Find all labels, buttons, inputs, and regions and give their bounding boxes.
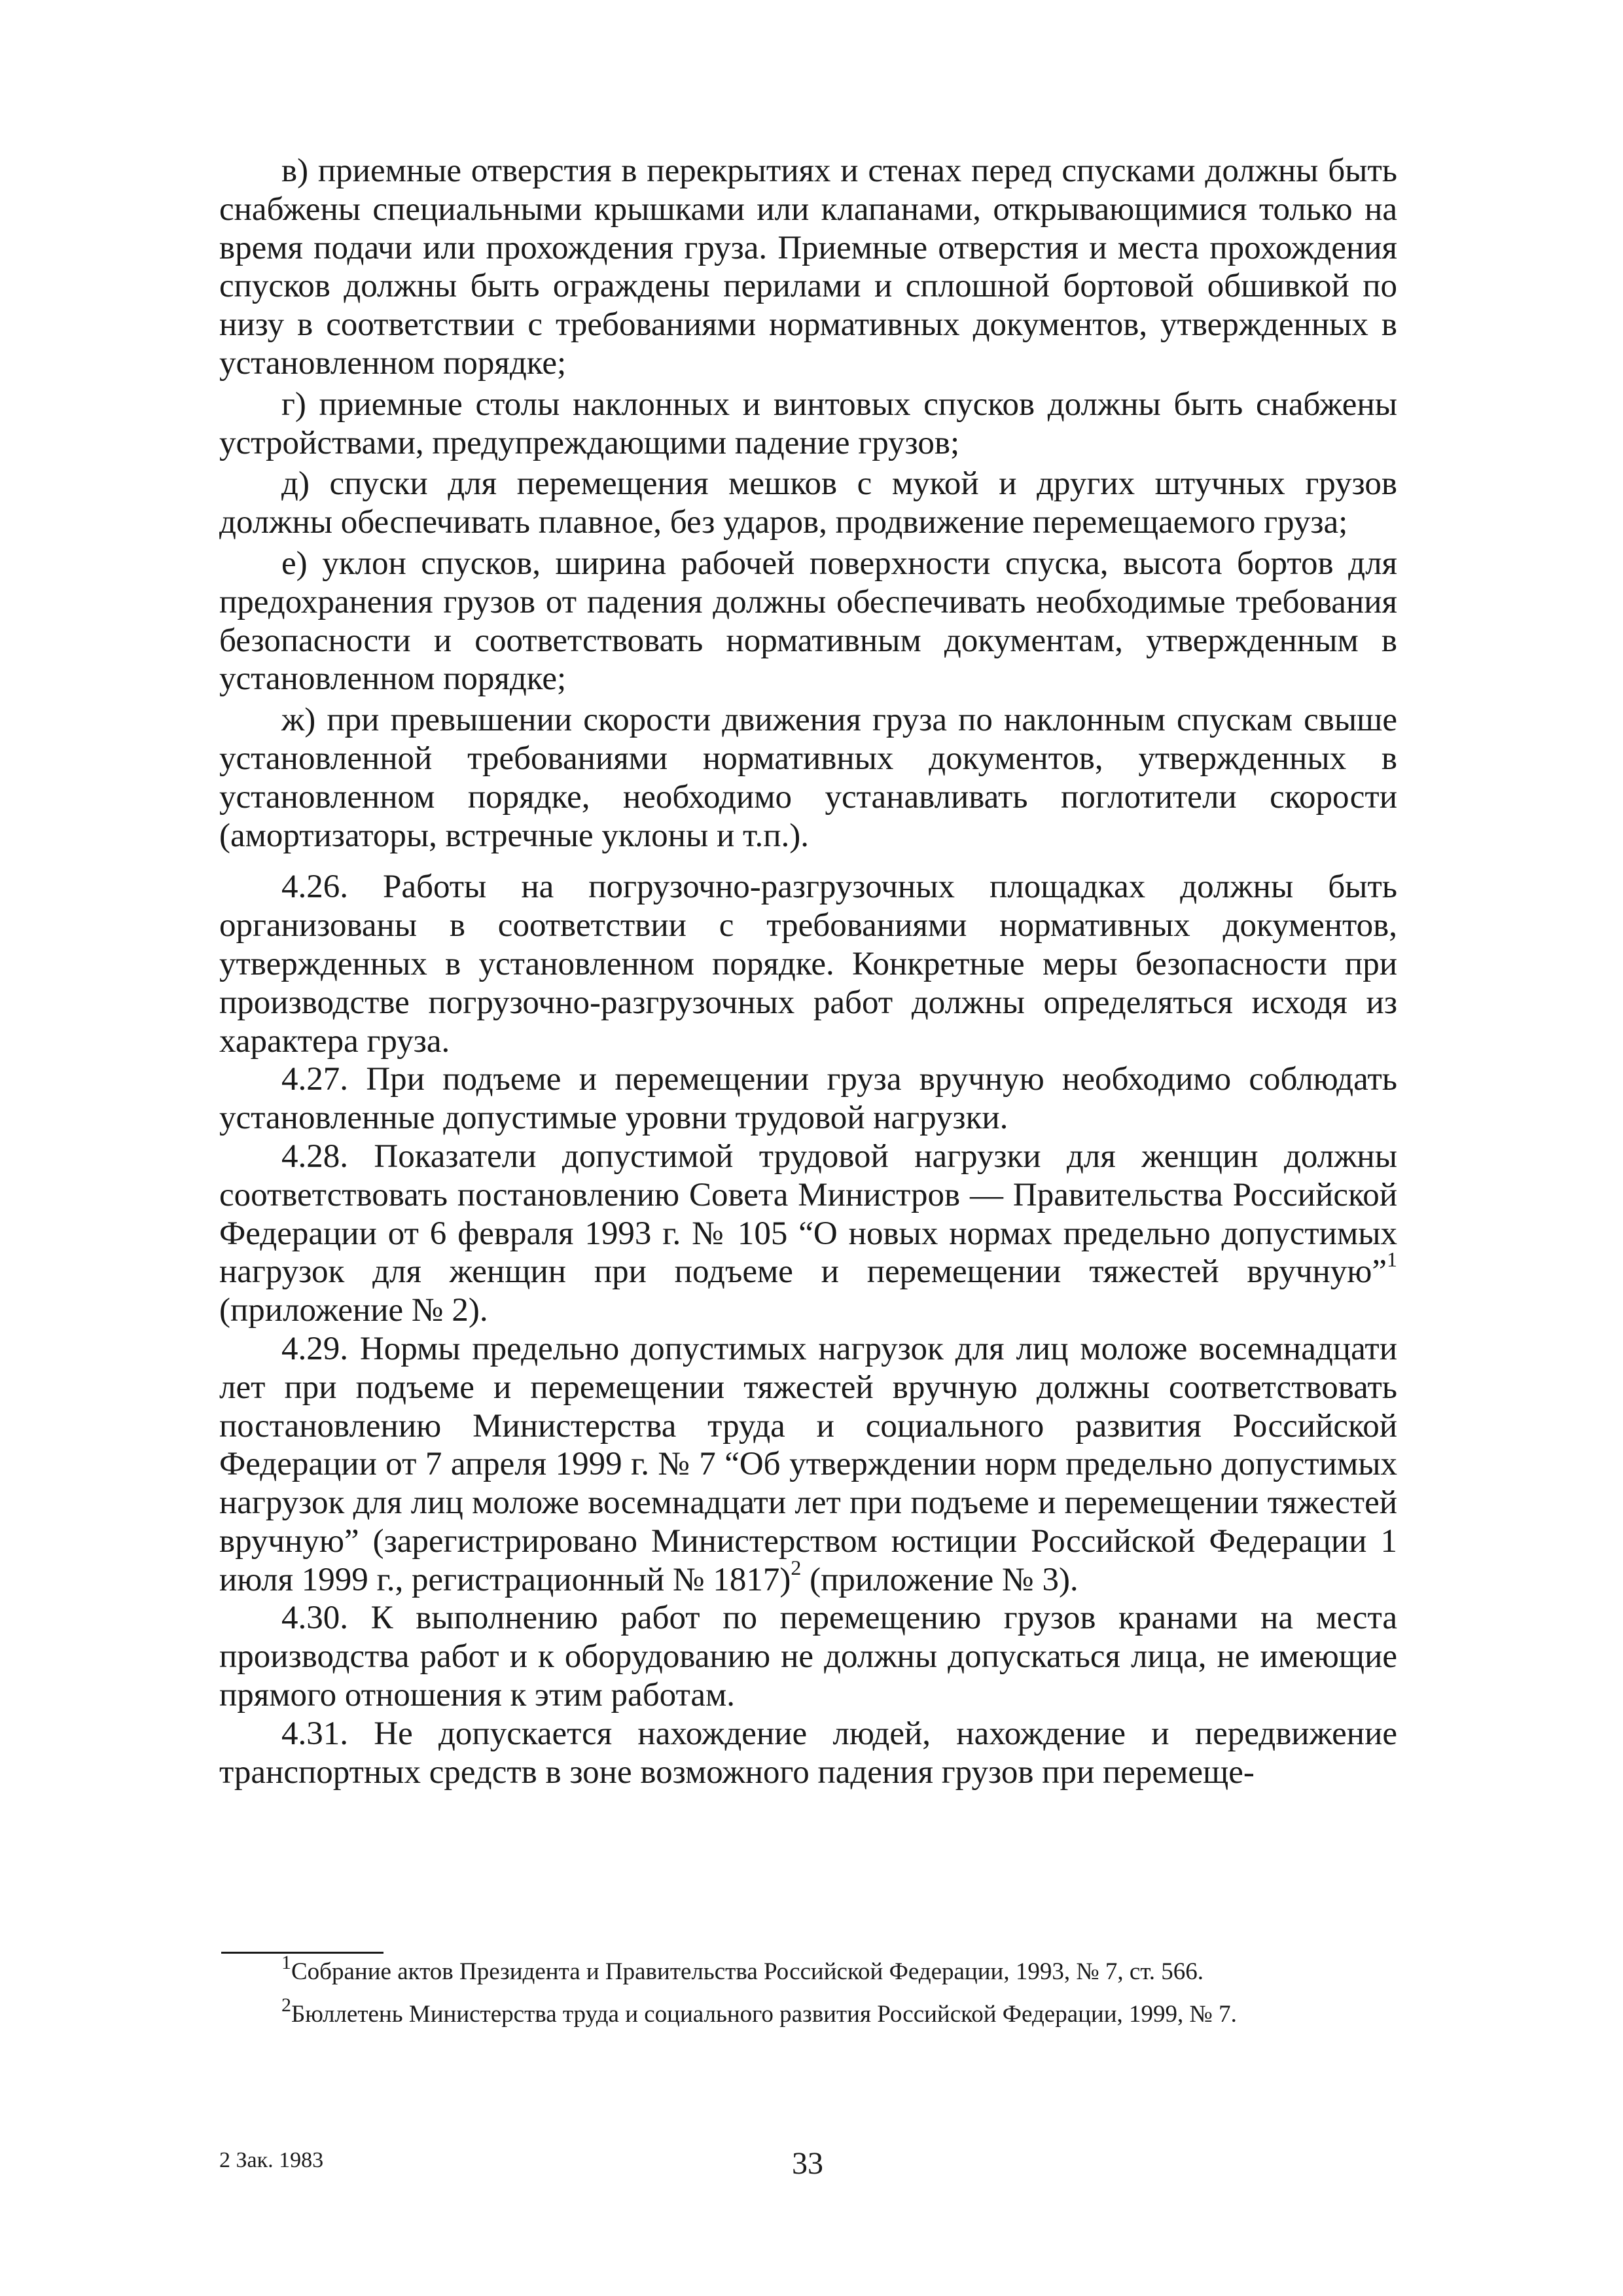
paragraph-4-28 — [219, 1138, 1397, 1330]
page-number: 33 — [792, 2146, 823, 2181]
paragraph-item-d: д) спуски для перемещения мешков с мукой и других штучных грузов должны обеспечивать плавное, без ударов, продвижение перемещаемого груза; — [219, 465, 1397, 541]
paragraph-4-27: 4.27. При подъеме и перемещении груза вручную необходимо соблюдать установленные допустимые уровни трудовой нагрузки. — [219, 1061, 1397, 1137]
paragraph-4-28-text: 4.28. Показатели допустимой трудовой нагрузки для женщин должны соответствовать постановлению Совета Министров — Правительства Российской Федерации от 6 февраля 1993 г. № 105 “О новых нормах предельно допустимых нагрузок для женщин при подъеме и перемещении тяжестей вручную” — [219, 1138, 1397, 1291]
paragraph-item-v: в) приемные отверстия в перекрытиях и стенах перед спусками должны быть снабжены специальными крышками или клапанами, открывающимися только на время подачи или прохождения груза. Приемные отверстия и места прохождения спусков должны быть ограждены перилами и сплошной бортовой обшивкой по низу в соответствии с требованиями нормативных документов, утвержденных в установленном порядке; — [219, 152, 1397, 382]
order-code: 2 Зак. 1983 — [219, 2148, 324, 2172]
footnote-text: Собрание актов Президента и Правительства Российской Федерации, 1993, № 7, ст. 566. — [291, 1958, 1204, 1985]
paragraph-4-29-text: 4.29. Нормы предельно допустимых нагрузок для лиц моложе восемнадцати лет при подъеме и перемещении тяжестей вручную должны соответствовать постановлению Министерства труда и социального развития Российской Федерации от 7 апреля 1999 г. № 7 “Об утверждении норм предельно допустимых нагрузок для лиц моложе восемнадцати лет при подъеме и перемещении тяжестей вручную” (зарегистрировано Министерством юстиции Российской Федерации 1 июля 1999 г., регистрационный № 1817) — [219, 1330, 1397, 1598]
footnote-mark: 1 — [281, 1952, 291, 1973]
footnote-text: Бюллетень Министерства труда и социального развития Российской Федерации, 1999, № 7. — [291, 2001, 1237, 2028]
paragraph-4-30: 4.30. К выполнению работ по перемещению грузов кранами на места производства работ и к оборудованию не должны допускаться лица, не имеющие прямого отношения к этим работам. — [219, 1600, 1397, 1714]
footnote-divider — [221, 1952, 383, 1954]
paragraph-4-29 — [219, 1330, 1397, 1600]
footnote-ref-2: 2 — [791, 1555, 802, 1579]
paragraph-4-29-tail: (приложение № 3). — [801, 1561, 1079, 1598]
paragraph-item-e: е) уклон спусков, ширина рабочей поверхности спуска, высота бортов для предохранения грузов от падения должны обеспечивать необходимые требования безопасности и соответствовать нормативным документам, утвержденным в установленном порядке; — [219, 545, 1397, 698]
paragraph-item-zh: ж) при превышении скорости движения груза по наклонным спускам свыше установленной требованиями нормативных документов, утвержденных в установленном порядке, необходимо устанавливать поглотители скорости (амортизаторы, встречные уклоны и т.п.). — [219, 702, 1397, 854]
footnote-item — [219, 1994, 1397, 2029]
footnote-item — [219, 1952, 1397, 1986]
footnote-ref-1: 1 — [1387, 1247, 1397, 1272]
footnote-mark: 2 — [281, 1994, 291, 2016]
paragraph-4-26: 4.26. Работы на погрузочно-разгрузочных площадках должны быть организованы в соответствии с требованиями нормативных документов, утвержденных в установленном порядке. Конкретные меры безопасности при производстве погрузочно-разгрузочных работ должны определяться исходя из характера груза. — [219, 869, 1397, 1060]
footnotes — [219, 1952, 1397, 2042]
paragraph-4-28-tail: (приложение № 2). — [219, 1292, 488, 1329]
paragraph-4-31: 4.31. Не допускается нахождение людей, нахождение и передвижение транспортных средств в зоне возможного падения грузов при перемеще- — [219, 1715, 1397, 1791]
paragraph-item-g: г) приемные столы наклонных и винтовых спусков должны быть снабжены устройствами, предупреждающими падение грузов; — [219, 386, 1397, 461]
page-body — [219, 152, 1397, 1791]
